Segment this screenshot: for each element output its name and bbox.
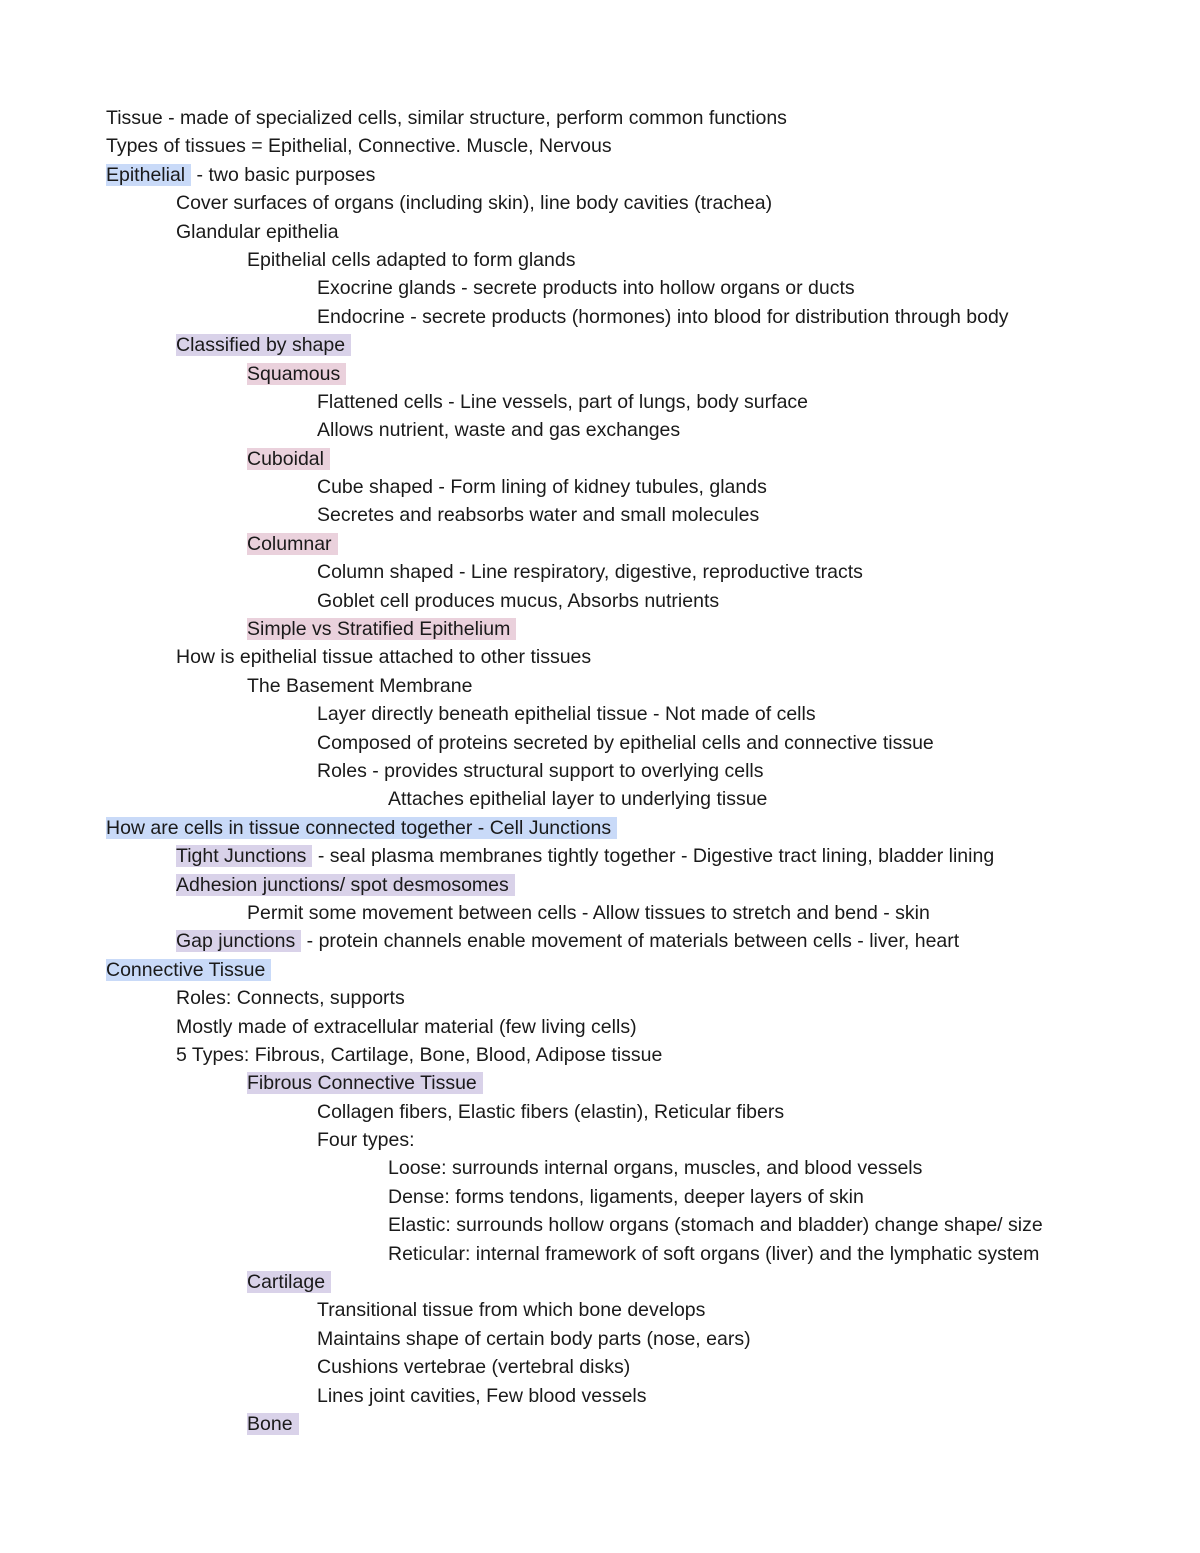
note-line	[106, 1013, 1186, 1041]
note-line	[106, 1154, 1186, 1182]
note-text: Endocrine - secrete products (hormones) into blood for distribution through body	[317, 305, 1009, 328]
note-line	[106, 587, 1186, 615]
highlighted-note-line	[106, 956, 1186, 984]
note-text: How is epithelial tissue attached to other tissues	[176, 646, 592, 669]
note-line	[106, 246, 1186, 274]
highlighted-heading: Bone	[247, 1413, 299, 1435]
note-line	[106, 388, 1186, 416]
highlighted-note-line	[106, 842, 1186, 870]
note-text: Reticular: internal framework of soft organs (liver) and the lymphatic system	[388, 1242, 1040, 1265]
highlighted-heading: Cuboidal	[247, 448, 330, 470]
highlighted-heading: Fibrous Connective Tissue	[247, 1072, 483, 1094]
note-line	[106, 643, 1186, 671]
note-line	[106, 700, 1186, 728]
highlighted-note-line	[106, 1268, 1186, 1296]
note-line	[106, 501, 1186, 529]
highlighted-note-line	[106, 1069, 1186, 1097]
note-line	[106, 1353, 1186, 1381]
note-line	[106, 473, 1186, 501]
highlighted-heading: Cartilage	[247, 1271, 331, 1293]
document-body	[106, 104, 1186, 1438]
note-text: Cover surfaces of organs (including skin), line body cavities (trachea)	[176, 192, 773, 215]
note-text: Epithelial cells adapted to form glands	[247, 248, 576, 271]
note-text: Glandular epithelia	[176, 220, 339, 243]
note-text: Attaches epithelial layer to underlying tissue	[388, 788, 768, 811]
note-line	[106, 558, 1186, 586]
note-line	[106, 1041, 1186, 1069]
note-line	[106, 672, 1186, 700]
note-line	[106, 104, 1186, 132]
highlighted-note-line	[106, 530, 1186, 558]
note-text: Roles - provides structural support to overlying cells	[317, 759, 764, 782]
note-line	[106, 1211, 1186, 1239]
highlighted-heading: Squamous	[247, 363, 346, 385]
highlighted-note-line	[106, 161, 1186, 189]
note-text: Exocrine glands - secrete products into hollow organs or ducts	[317, 277, 855, 300]
highlighted-heading: How are cells in tissue connected together - Cell Junctions	[106, 817, 617, 839]
note-line	[106, 274, 1186, 302]
note-line	[106, 132, 1186, 160]
note-line	[106, 303, 1186, 331]
highlighted-heading: Epithelial	[106, 164, 191, 186]
note-text: Mostly made of extracellular material (few living cells)	[176, 1015, 637, 1038]
note-line	[106, 1183, 1186, 1211]
note-text: Secretes and reabsorbs water and small molecules	[317, 504, 760, 527]
note-text: Collagen fibers, Elastic fibers (elastin), Reticular fibers	[317, 1100, 785, 1123]
note-line	[106, 1126, 1186, 1154]
highlighted-note-line	[106, 615, 1186, 643]
note-text: Flattened cells - Line vessels, part of lungs, body surface	[317, 390, 809, 413]
highlighted-note-line	[106, 927, 1186, 955]
note-text: Lines joint cavities, Few blood vessels	[317, 1384, 647, 1407]
highlighted-heading: Simple vs Stratified Epithelium	[247, 618, 516, 640]
note-text: Types of tissues = Epithelial, Connective. Muscle, Nervous	[106, 135, 612, 158]
note-text: Goblet cell produces mucus, Absorbs nutrients	[317, 589, 720, 612]
note-text: Transitional tissue from which bone develops	[317, 1299, 706, 1322]
note-text: Tissue - made of specialized cells, similar structure, perform common functions	[106, 107, 787, 129]
note-text: Four types:	[317, 1129, 415, 1152]
note-line	[106, 1240, 1186, 1268]
highlighted-note-line	[106, 331, 1186, 359]
note-text: Allows nutrient, waste and gas exchanges	[317, 419, 681, 442]
highlighted-note-line	[106, 814, 1186, 842]
note-line	[106, 729, 1186, 757]
highlighted-note-line	[106, 1410, 1186, 1438]
highlighted-heading: Gap junctions	[176, 930, 301, 952]
note-line	[106, 757, 1186, 785]
note-line	[106, 189, 1186, 217]
note-text: 5 Types: Fibrous, Cartilage, Bone, Blood, Adipose tissue	[176, 1043, 663, 1066]
note-text: Dense: forms tendons, ligaments, deeper layers of skin	[388, 1185, 864, 1208]
highlighted-note-line	[106, 871, 1186, 899]
note-text: - seal plasma membranes tightly together - Digestive tract lining, bladder lining	[312, 845, 995, 868]
note-text: Permit some movement between cells - Allow tissues to stretch and bend - skin	[247, 901, 930, 924]
note-line	[106, 1382, 1186, 1410]
note-text: The Basement Membrane	[247, 674, 473, 697]
note-line	[106, 1296, 1186, 1324]
note-text: - protein channels enable movement of materials between cells - liver, heart	[301, 930, 960, 953]
note-text: Elastic: surrounds hollow organs (stomach and bladder) change shape/ size	[388, 1214, 1043, 1237]
highlighted-heading: Connective Tissue	[106, 959, 271, 981]
highlighted-heading: Classified by shape	[176, 334, 351, 356]
note-line	[106, 416, 1186, 444]
note-text: Layer directly beneath epithelial tissue - Not made of cells	[317, 703, 816, 726]
note-line	[106, 1325, 1186, 1353]
note-text: Cushions vertebrae (vertebral disks)	[317, 1356, 631, 1379]
highlighted-note-line	[106, 360, 1186, 388]
note-text: Composed of proteins secreted by epithelial cells and connective tissue	[317, 731, 934, 754]
highlighted-heading: Tight Junctions	[176, 845, 312, 867]
note-text: Column shaped - Line respiratory, digestive, reproductive tracts	[317, 561, 863, 584]
note-line	[106, 1098, 1186, 1126]
note-text: - two basic purposes	[191, 163, 376, 186]
note-text: Roles: Connects, supports	[176, 987, 405, 1010]
highlighted-heading: Adhesion junctions/ spot desmosomes	[176, 874, 515, 896]
note-text: Maintains shape of certain body parts (nose, ears)	[317, 1327, 751, 1350]
note-line	[106, 218, 1186, 246]
note-text: Loose: surrounds internal organs, muscles, and blood vessels	[388, 1157, 923, 1180]
highlighted-heading: Columnar	[247, 533, 338, 555]
note-line	[106, 899, 1186, 927]
note-line	[106, 785, 1186, 813]
highlighted-note-line	[106, 445, 1186, 473]
note-text: Cube shaped - Form lining of kidney tubules, glands	[317, 476, 767, 499]
note-line	[106, 984, 1186, 1012]
